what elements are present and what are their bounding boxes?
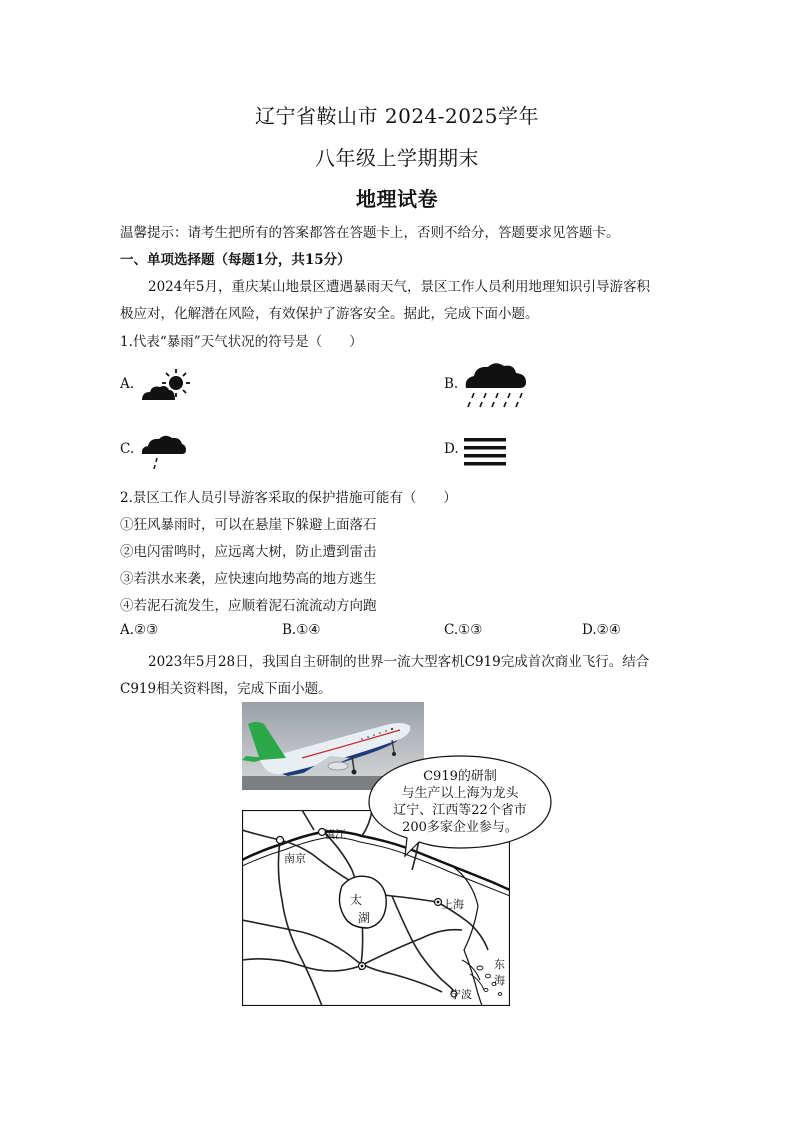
q2-statement-4: ④若泥石流发生，应顺着泥石流流动方向跑 xyxy=(120,598,377,614)
exam-tip: 温馨提示：请考生把所有的答案都答在答题卡上，否则不给分，答题要求见答题卡。 xyxy=(120,225,620,241)
q2-option-d: D.②④ xyxy=(582,622,621,638)
q2-statement-2: ②电闪雷鸣时，应远离大树，防止遭到雷击 xyxy=(120,544,377,560)
fog-icon xyxy=(464,436,506,466)
map-label-nanjing: 南京 xyxy=(284,852,306,865)
q1-option-d-label: D. xyxy=(444,441,459,457)
question2-stem: 2.景区工作人员引导游客采取的保护措施可能有（ ） xyxy=(120,490,457,506)
light-rain-icon xyxy=(140,432,188,472)
passage1-line2: 极应对，化解潜在风险，有效保护了游客安全。据此，完成下面小题。 xyxy=(120,306,539,322)
sun-behind-cloud-icon xyxy=(140,366,196,406)
map-label-east-1: 东 xyxy=(494,958,505,971)
q2-option-b: B.①④ xyxy=(282,622,321,638)
heavy-rain-icon xyxy=(462,360,530,410)
passage1-line1: 2024年5月，重庆某山地景区遭遇暴雨天气，景区工作人员利用地理知识引导游客积 xyxy=(148,279,650,295)
bubble-line-1: C919的研制 xyxy=(423,769,497,784)
bubble-line-4: 200多家企业参与。 xyxy=(402,820,518,835)
q1-option-c-label: C. xyxy=(120,441,135,457)
c919-speech-bubble xyxy=(365,752,555,858)
map-label-ningbo: 宁波 xyxy=(450,988,472,1001)
question1-stem: 1.代表“暴雨”天气状况的符号是（ ） xyxy=(120,334,363,350)
q2-statement-1: ①狂风暴雨时，可以在悬崖下躲避上面落石 xyxy=(120,517,377,533)
bubble-line-2: 与生产以上海为龙头 xyxy=(401,786,519,801)
q1-option-a-label: A. xyxy=(120,376,135,392)
map-label-shanghai: 上海 xyxy=(442,898,464,911)
map-label-taihu-1: 太 xyxy=(350,893,363,907)
exam-title-line3: 地理试卷 xyxy=(356,187,438,211)
exam-title-line2: 八年级上学期期末 xyxy=(315,146,479,170)
bubble-line-3: 辽宁、江西等22个省市 xyxy=(393,803,527,818)
section-heading: 一、单项选择题（每题1分，共15分） xyxy=(120,252,351,268)
q2-option-c: C.①③ xyxy=(444,622,483,638)
exam-title-line1: 辽宁省鞍山市 2024-2025学年 xyxy=(255,104,539,128)
q2-statement-3: ③若洪水来袭，应快速向地势高的地方逃生 xyxy=(120,571,377,587)
q2-option-a: A.②③ xyxy=(120,622,159,638)
map-label-taihu-2: 湖 xyxy=(358,911,371,925)
map-label-zhenjiang: 镇江 xyxy=(324,828,346,841)
passage2-line2: C919相关资料图，完成下面小题。 xyxy=(120,681,332,697)
passage2-line1: 2023年5月28日，我国自主研制的世界一流大型客机C919完成首次商业飞行。结合 xyxy=(148,654,650,670)
map-label-east-2: 海 xyxy=(494,974,505,987)
q1-option-b-label: B. xyxy=(444,376,459,392)
